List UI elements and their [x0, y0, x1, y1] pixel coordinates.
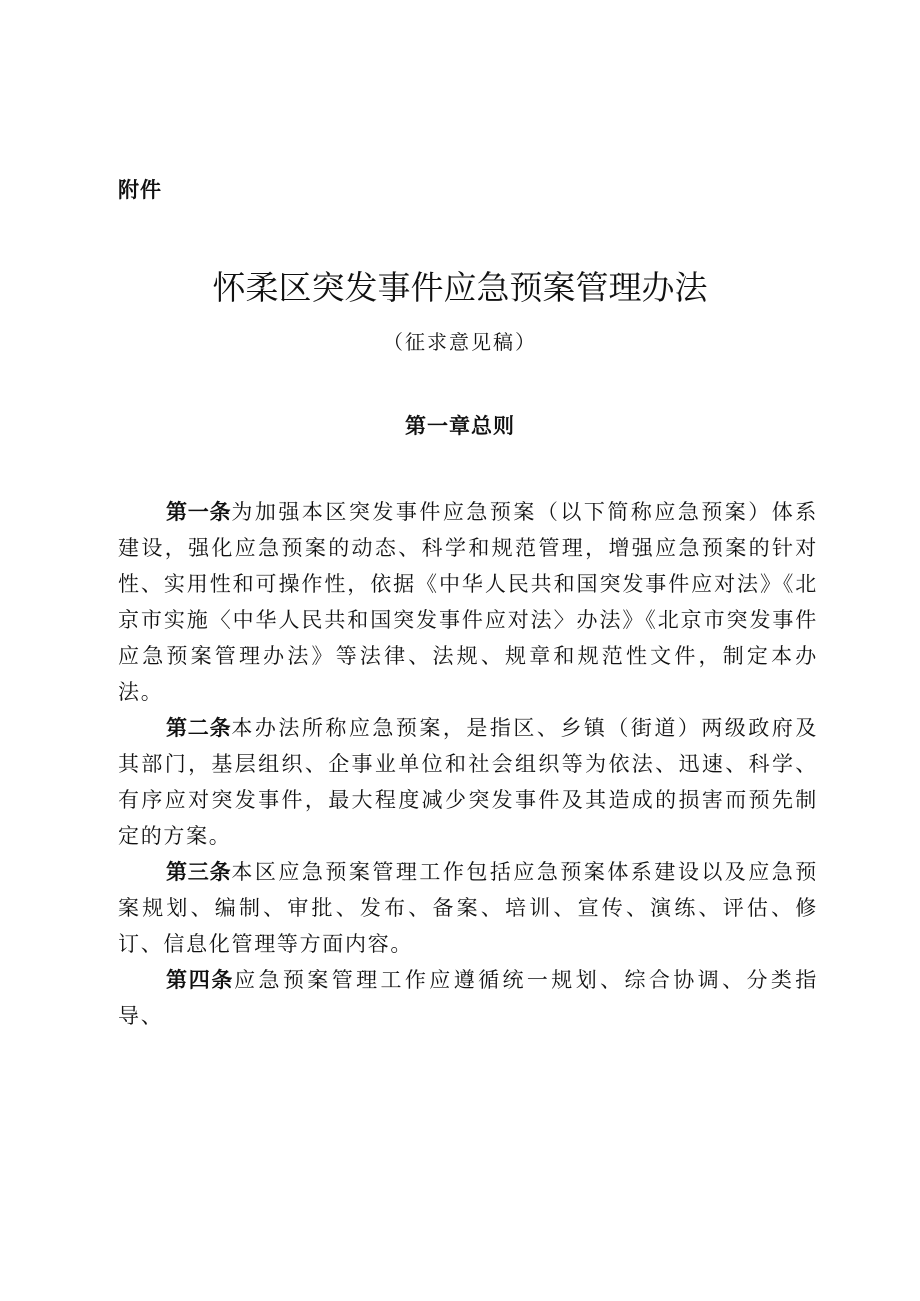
article-text: 本区应急预案管理工作包括应急预案体系建设以及应急预案规划、编制、审批、发布、备案、培训、宣传、演练、评估、修订、信息化管理等方面内容。	[118, 860, 818, 956]
article-number: 第四条	[166, 968, 235, 992]
article-number: 第二条	[166, 716, 232, 740]
article-1	[118, 494, 818, 710]
chapter-heading: 第一章总则	[405, 414, 515, 438]
article-4	[118, 962, 818, 1034]
article-number: 第一条	[166, 500, 232, 524]
article-3	[118, 854, 818, 962]
article-text: 本办法所称应急预案，是指区、乡镇（街道）两级政府及其部门，基层组织、企事业单位和社会组织等为依法、迅速、科学、有序应对突发事件，最大程度减少突发事件及其造成的损害而预先制定的方案。	[118, 716, 818, 848]
document-title: 怀柔区突发事件应急预案管理办法	[212, 268, 708, 307]
article-text: 为加强本区突发事件应急预案（以下简称应急预案）体系建设，强化应急预案的动态、科学和规范管理，增强应急预案的针对性、实用性和可操作性，依据《中华人民共和国突发事件应对法》《北京市实施〈中华人民共和国突发事件应对法〉办法》《北京市突发事件应急预案管理办法》等法律、法规、规章和规范性文件，制定本办法。	[118, 500, 818, 704]
article-number: 第三条	[166, 860, 232, 884]
attachment-label: 附件	[118, 178, 162, 202]
document-subtitle: （征求意见稿）	[383, 330, 537, 354]
document-body	[118, 494, 818, 1034]
article-text: 应急预案管理工作应遵循统一规划、综合协调、分类指导、	[118, 968, 818, 1028]
article-2	[118, 710, 818, 854]
